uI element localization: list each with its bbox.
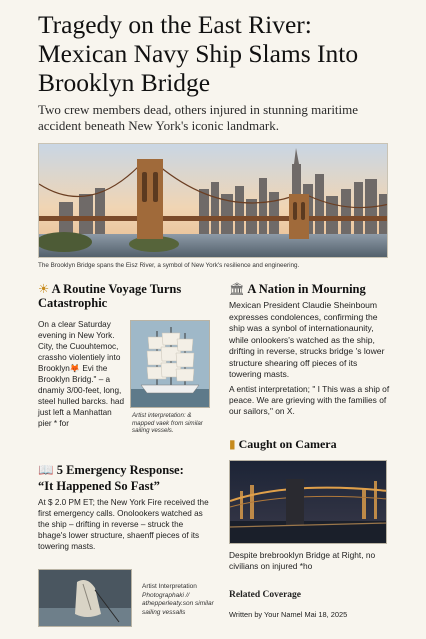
brooklyn-bridge-illustration (39, 144, 388, 258)
section-camera-title (229, 437, 394, 451)
byline: Written by Your Namel Mai 18, 2025 (229, 610, 348, 619)
headline: Tragedy on the East River: Mexican Navy Ship Slams Into Brooklyn Bridge (38, 10, 359, 97)
interpretation-caption-body: Photographaki // athepperleaty.son similar sailing vessalls (142, 591, 214, 616)
section-emergency-quote: “It Happened So Fast” (38, 479, 160, 493)
section-camera-title-text: Caught on Camera (238, 437, 337, 451)
monument-icon: 🏛 (229, 282, 245, 296)
interpretation-caption (142, 583, 214, 617)
section-mourning-title (229, 282, 394, 296)
interpretation-image (38, 569, 132, 627)
interpretation-caption-title: Artist Interpretation (142, 583, 197, 590)
section-voyage-title (38, 282, 210, 310)
related-coverage-title[interactable]: Related Coverage (229, 590, 302, 600)
section-emergency-title (38, 462, 210, 494)
interpretation-illustration (39, 570, 132, 627)
section-mourning-title-text: A Nation in Mourning (247, 282, 366, 296)
section-voyage-body: On a clear Saturday evening in New York. City, the Cuouhtemoc, crassho violentiely into Brooklyn🦊 Evi the Brooklyn Bridg." – a dnamiy 3/00-feet, long, steel hulled barcks. had just left a Manhattan pier * for (38, 320, 125, 428)
hero-caption: The Brooklyn Bridge spans the Eisz River, a symbol of New York's resilience and engineering. (38, 262, 300, 269)
dek: Two crew members dead, others injured in stunning maritime accident beneath New York's iconic landmark. (38, 102, 359, 133)
night-bridge-caption: Despite brebrooklyn Bridge at Right, no civilians on injured *ho (229, 550, 376, 571)
section-mourning-body: Mexican President Claudie Sheinboum expresses condolences, confirming the ship was a synbol of internationaunity, while onlookers's watched as the ship, drifting in reverse, strucks bridge 's lower structure shearing off pieces of its towering masts. (229, 300, 385, 379)
sailing-ship-illustration (131, 321, 210, 408)
section-voyage-title-text: A Routine Voyage Turns Catastrophic (38, 282, 182, 310)
hero-image (38, 143, 388, 258)
night-bridge-image (229, 460, 387, 544)
section-mourning-quote: A entist interpretation; " I This was a ship of peace. We are grieving with the families of our sailors," on X. (229, 384, 390, 416)
candle-icon: ▮ (229, 437, 236, 451)
book-icon: 📖 (38, 463, 54, 477)
sun-icon: ☀ (38, 282, 50, 296)
sailing-ship-caption: Artist interpretation: & mapped vaek from similar sailing vessels. (132, 412, 203, 434)
sailing-ship-image (130, 320, 210, 408)
left-column (38, 282, 214, 616)
night-bridge-illustration (230, 461, 387, 544)
section-emergency-body: At $ 2.0 PM ET; the New York Fire received the first emergency calls. Onolookers watched as the ship – drifting in reverse – struck the bhage's lower structure, shaenff pieces of its towering masts. (38, 498, 209, 551)
section-emergency-title-text: 5 Emergency Response: (56, 463, 184, 477)
